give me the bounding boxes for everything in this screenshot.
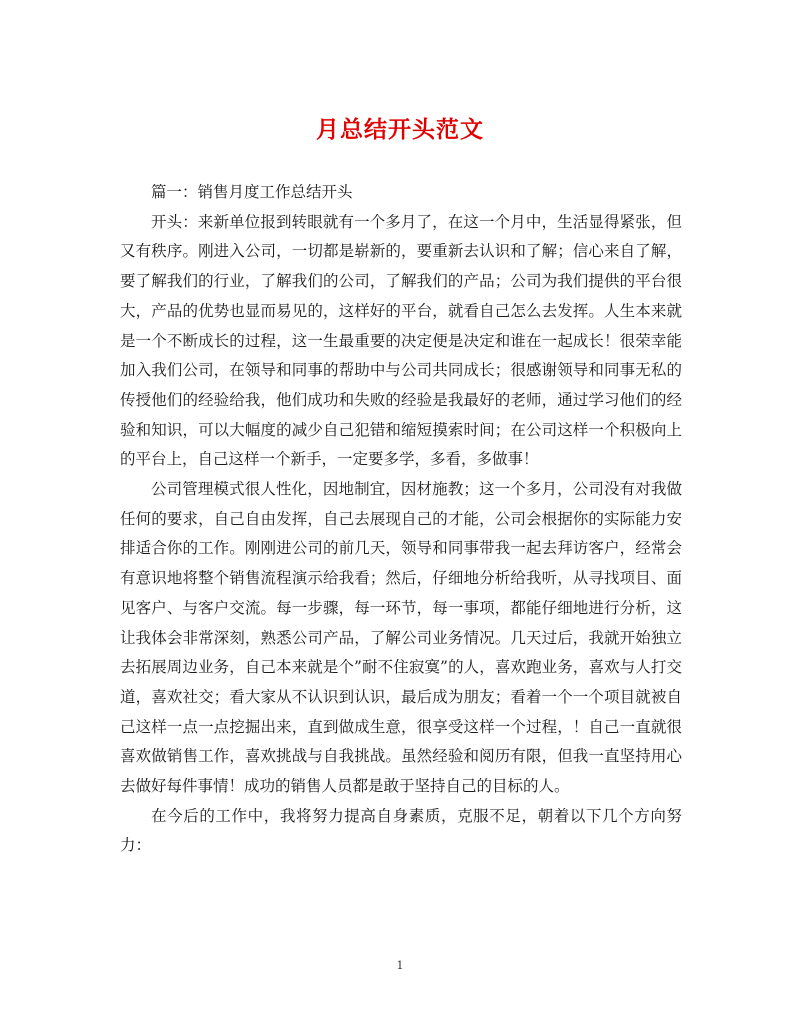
page-number: 1 [396,959,404,972]
document-body [120,178,682,861]
paragraph-2: 公司管理模式很人性化，因地制宜，因材施教；这一个多月，公司没有对我做任何的要求，自己自由发挥，自己去展现自己的才能，公司会根据你的实际能力安排适合你的工作。刚刚进公司的前几天，领导和同事带我一起去拜访客户，经常会有意识地将整个销售流程演示给我看；然后，仔细地分析给我听，从寻找项目、面见客户、与客户交流。每一步骤，每一环节，每一事项，都能仔细地进行分析，这让我体会非常深刻，熟悉公司产品，了解公司业务情况。几天过后，我就开始独立去拓展周边业务，自己本来就是个”耐不住寂寞”的人，喜欢跑业务，喜欢与人打交道，喜欢社交；看大家从不认识到认识，最后成为朋友；看着一个一个项目就被自己这样一点一点挖掘出来，直到做成生意，很享受这样一个过程，！自己一直就很喜欢做销售工作，喜欢挑战与自我挑战。虽然经验和阅历有限，但我一直坚持用心去做好每件事情！成功的销售人员都是敢于坚持自己的目标的人。 [120,480,682,796]
paragraph-3: 在今后的工作中，我将努力提高自身素质，克服不足，朝着以下几个方向努力： [120,806,682,855]
paragraph-1: 开头：来新单位报到转眼就有一个多月了，在这一个月中，生活显得紧张，但又有秩序。刚进入公司，一切都是崭新的，要重新去认识和了解；信心来自了解，要了解我们的行业，了解我们的公司，了解我们的产品；公司为我们提供的平台很大，产品的优势也显而易见的，这样好的平台，就看自己怎么去发挥。人生本来就是一个不断成长的过程，这一生最重要的决定便是决定和谁在一起成长！很荣幸能加入我们公司，在领导和同事的帮助中与公司共同成长；很感谢领导和同事无私的传授他们的经验给我，他们成功和失败的经验是我最好的老师，通过学习他们的经验和知识，可以大幅度的减少自己犯错和缩短摸索时间；在公司这样一个积极向上的平台上，自己这样一个新手，一定要多学，多看，多做事！ [120,212,682,469]
document-title: 月总结开头范文 [316,116,484,143]
section-heading: 篇一：销售月度工作总结开头 [151,183,353,201]
